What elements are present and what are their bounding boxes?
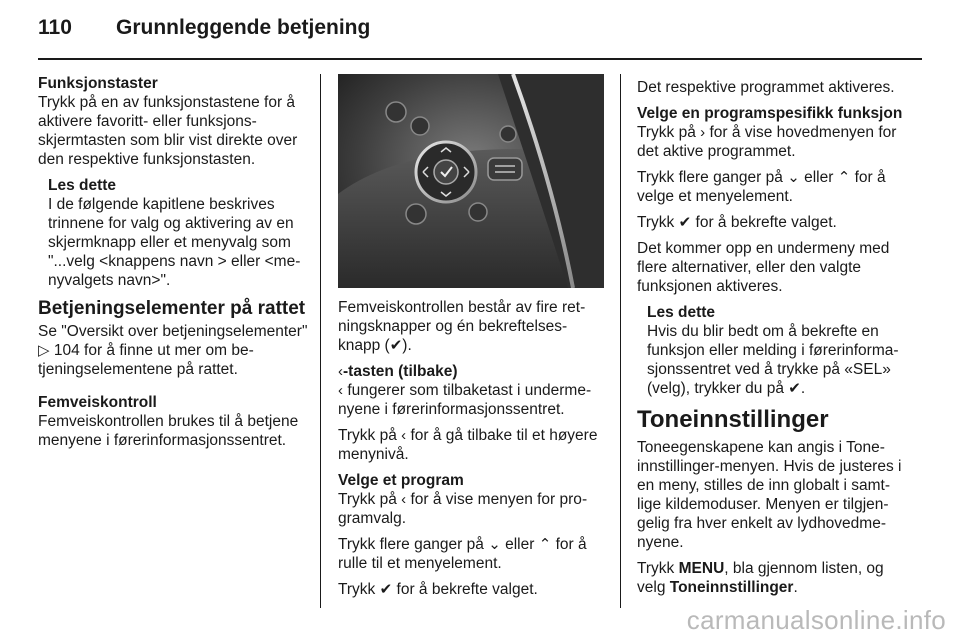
back-text-2 xyxy=(338,426,604,464)
text-part: Trykk flere ganger på xyxy=(338,536,484,553)
page-number: 110 xyxy=(38,16,72,39)
back-heading: -tasten (tilbake) xyxy=(343,363,458,380)
section-text-part: 104 for å finne ut mer om betjeningselementene på rattet. xyxy=(38,342,254,378)
funksjonstaster-heading: Funksjonstaster xyxy=(38,75,158,92)
text-part: Trykk på xyxy=(637,124,696,141)
check-icon: ✔ xyxy=(379,581,393,598)
text-part: for å bekrefte valget. xyxy=(396,581,538,598)
text-part: . xyxy=(793,579,798,596)
chevron-down-icon: ⌄ xyxy=(787,169,800,186)
text-part: ). xyxy=(402,337,412,354)
func-section xyxy=(637,104,905,161)
func-heading: Velge en programspesifikk funksjon xyxy=(637,105,903,122)
text-part: Trykk xyxy=(338,581,376,598)
repeat-text xyxy=(637,168,905,206)
arrow-right-icon: ▷ xyxy=(38,342,50,359)
chevron-right-icon: › xyxy=(700,124,706,141)
femvei-section xyxy=(38,393,310,450)
column-divider xyxy=(620,74,621,608)
repeat-text xyxy=(338,535,604,573)
femvei-text: Femveiskontrollen brukes til å betjene menyene i førerinformasjonssentret. xyxy=(38,413,299,449)
check-icon: ✔ xyxy=(678,214,692,231)
chevron-left-icon: ‹ xyxy=(338,382,343,399)
chevron-left-icon: ‹ xyxy=(401,427,407,444)
note-text: Hvis du blir bedt om å bekrefte en funksjon eller melding i førerinformasjonssentret ved å trykke på «SEL» (velg), trykker du på xyxy=(647,323,899,397)
note-text: I de følgende kapitlene beskrives trinnene for valg og aktivering av en skjermknapp eller et menyvalg som "...velg <knappens navn > eller <menyvalgets navn>". xyxy=(48,196,301,289)
tone-text: Toneegenskapene kan angis i Toneinnstillinger-menyen. Hvis de justeres i en meny, stilles de inn globalt i samtlige kildemoduser. Menyen er tilgjengelig fra hver enkelt av lydhovedmenyene. xyxy=(637,439,902,551)
note-block xyxy=(647,303,905,398)
back-text: fungerer som tilbaketast i undermenyene i førerinformasjonssentret. xyxy=(338,382,592,418)
text-part: Trykk xyxy=(637,560,675,577)
text-part: for å bekrefte valget. xyxy=(695,214,837,231)
chevron-up-icon: ⌃ xyxy=(538,536,552,553)
check-icon: ✔ xyxy=(389,337,403,354)
text-part: eller xyxy=(505,536,535,553)
funksjonstaster-text: Trykk på en av funksjonstastene for å aktivere favoritt- eller funksjonsskjermtasten som blir vist direkte over den respektive funksjonstasten. xyxy=(38,94,298,168)
text-part: Trykk på xyxy=(338,427,397,444)
chevron-left-icon: ‹ xyxy=(338,363,343,380)
section-text xyxy=(38,322,310,379)
header-rule xyxy=(38,58,922,60)
page-title: Grunnleggende betjening xyxy=(116,16,371,39)
text-part: Femveiskontrollen består av fire retningsknapper og én bekreftelsesknapp ( xyxy=(338,299,586,354)
chevron-up-icon: ⌃ xyxy=(837,169,851,186)
column-3 xyxy=(637,78,905,604)
section-heading: Betjeningselementer på rattet xyxy=(38,298,306,319)
intro-text xyxy=(338,298,604,355)
confirm-text xyxy=(338,580,604,599)
column-1 xyxy=(38,74,310,457)
check-icon: ✔ xyxy=(788,380,801,397)
chevron-down-icon: ⌄ xyxy=(488,536,501,553)
column-divider xyxy=(320,74,321,608)
funksjonstaster-section xyxy=(38,74,310,169)
note-heading: Les dette xyxy=(48,177,117,194)
femvei-heading: Femveiskontroll xyxy=(38,394,157,411)
confirm-text xyxy=(637,213,905,232)
text-part: for å vise menyen for programvalg. xyxy=(338,491,588,527)
back-section xyxy=(338,362,604,419)
tone-text-2 xyxy=(637,559,905,597)
menu-item-keyword: Toneinnstillinger xyxy=(669,579,794,596)
text-part: for å rulle til et menyelement. xyxy=(338,536,587,572)
steering-wheel-photo xyxy=(338,74,604,288)
watermark: carmanualsonline.info xyxy=(686,605,946,635)
text-part: for å velge et menyelement. xyxy=(637,169,886,205)
text-part: for å gå tilbake til et høyere menynivå. xyxy=(338,427,598,463)
menu-keyword: MENU xyxy=(678,560,725,577)
select-section xyxy=(338,471,604,528)
submenu-text: Det kommer opp en undermeny med flere alternativer, eller den valgte funksjonen aktiveres. xyxy=(637,240,890,295)
text-part: Trykk xyxy=(637,214,675,231)
tone-heading: Toneinnstillinger xyxy=(637,406,829,433)
page-header xyxy=(38,16,370,52)
select-heading: Velge et program xyxy=(338,472,464,489)
text-part: , bla gjennom listen, og velg xyxy=(637,560,884,596)
text-part: . xyxy=(800,380,806,397)
note-heading: Les dette xyxy=(647,304,716,321)
text-part: for å vise hovedmenyen for det aktive programmet. xyxy=(637,124,897,160)
activated-text: Det respektive programmet aktiveres. xyxy=(637,79,895,96)
text-part: eller xyxy=(804,169,834,186)
note-block xyxy=(48,176,310,290)
section-text-part: Se "Oversikt over betjeningselementer" xyxy=(38,323,308,340)
text-part: Trykk flere ganger på xyxy=(637,169,783,186)
text-part: Trykk på xyxy=(338,491,397,508)
column-2 xyxy=(338,298,604,606)
chevron-left-icon: ‹ xyxy=(401,491,407,508)
